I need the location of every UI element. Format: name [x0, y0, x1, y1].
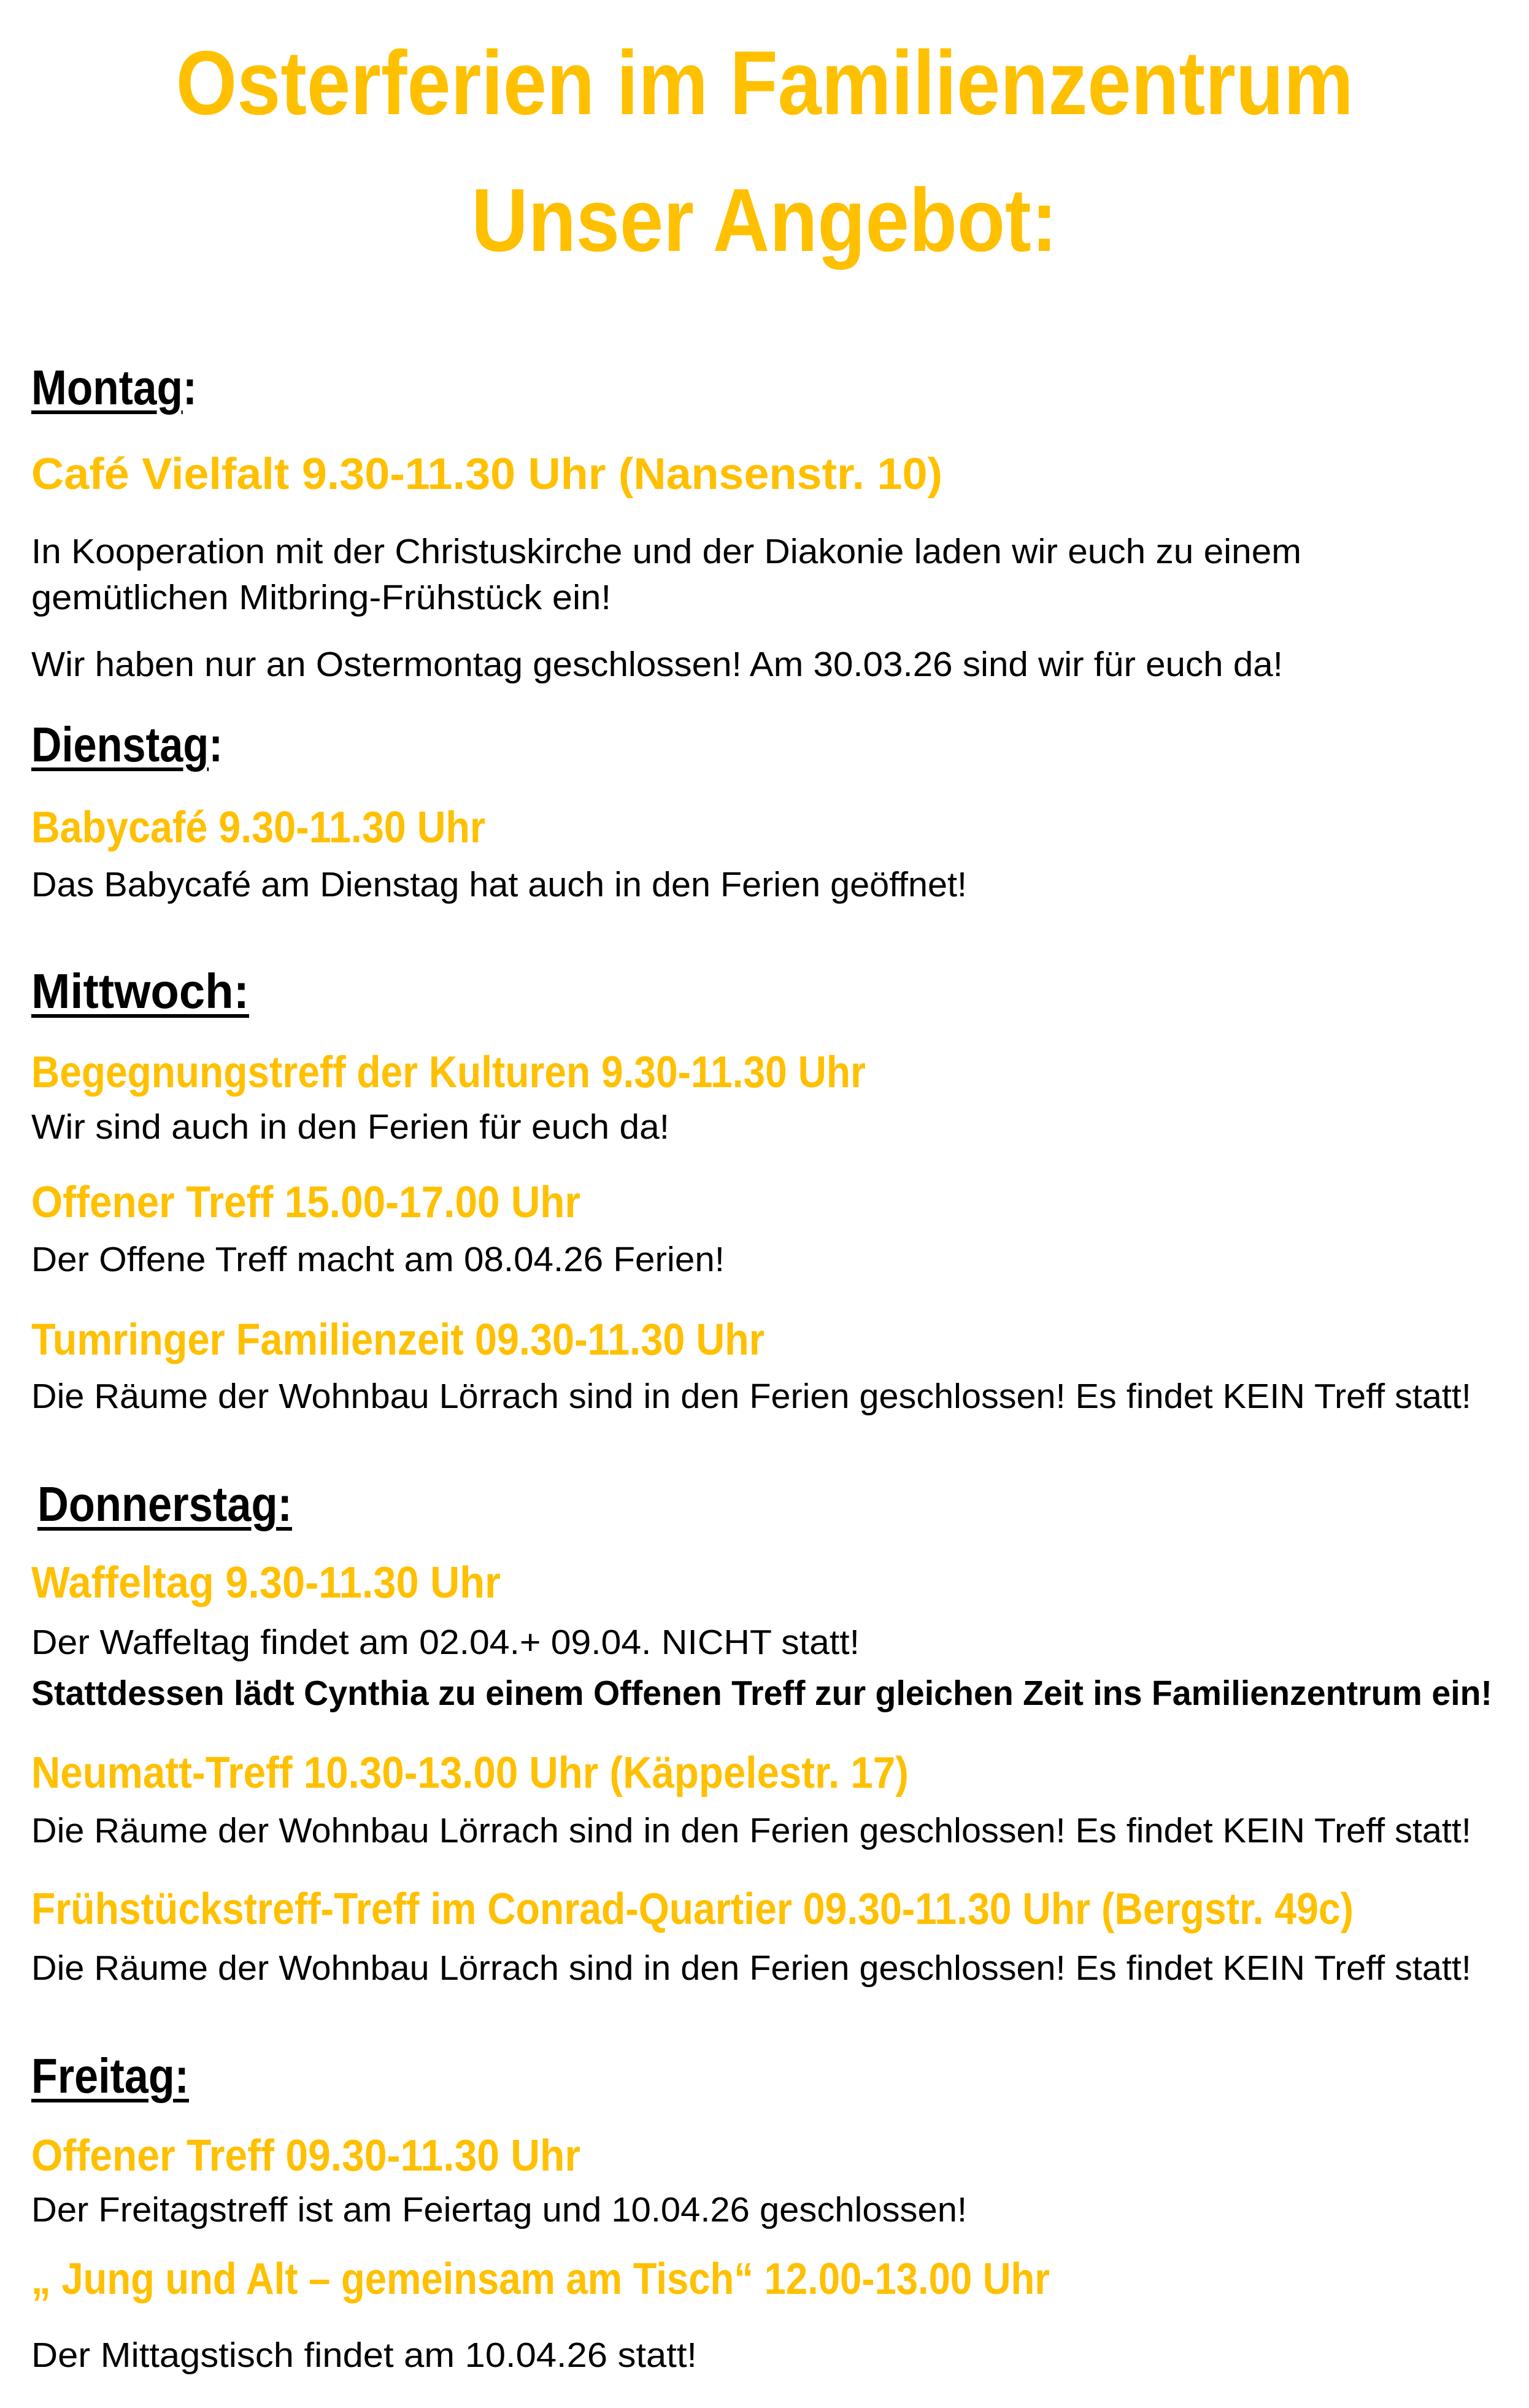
offer-title-fruehstueckstreff: Frühstückstreff-Treff im Conrad-Quartier 09.30-11.30 Uhr (Bergstr. 49c): [31, 1885, 1354, 1934]
offer-title-babycafe: Babycafé 9.30-11.30 Uhr: [31, 803, 485, 852]
offer-description: Der Mittagstisch findet am 10.04.26 statt!: [31, 2336, 698, 2375]
day-suffix: :: [182, 360, 197, 415]
offer-title-offener-treff-freitag: Offener Treff 09.30-11.30 Uhr: [31, 2131, 581, 2180]
day-name: Freitag:: [31, 2048, 190, 2103]
day-heading-freitag: [31, 2048, 211, 2103]
day-heading-donnerstag: [37, 1477, 326, 1531]
offer-title-tumringer-familienzeit: Tumringer Familienzeit 09.30-11.30 Uhr: [31, 1315, 764, 1364]
page-title-text: Osterferien im Familienzentrum: [175, 33, 1354, 134]
offer-description: Wir haben nur an Ostermontag geschlossen! Am 30.03.26 sind wir für euch da!: [31, 645, 1283, 684]
offer-description: Die Räume der Wohnbau Lörrach sind in den Ferien geschlossen! Es findet KEIN Treff statt!: [31, 1811, 1471, 1850]
day-heading-mittwoch: [31, 964, 260, 1018]
offer-description: Der Freitagstreff ist am Feiertag und 10.04.26 geschlossen!: [31, 2190, 968, 2229]
day-heading-dienstag: [31, 717, 255, 772]
offer-description: Der Waffeltag findet am 02.04.+ 09.04. NICHT statt!: [31, 1623, 860, 1662]
day-name: Mittwoch:: [31, 964, 249, 1018]
offer-description: Wir sind auch in den Ferien für euch da!: [31, 1107, 670, 1147]
day-name: Donnerstag:: [37, 1477, 292, 1531]
day-name: Montag: [31, 360, 183, 415]
page-subtitle-text: Unser Angebot:: [471, 170, 1058, 270]
day-heading-montag: [31, 360, 222, 415]
offer-description: In Kooperation mit der Christuskirche und der Diakonie laden wir euch zu einem: [31, 532, 1302, 571]
offer-description: Die Räume der Wohnbau Lörrach sind in den Ferien geschlossen! Es findet KEIN Treff statt!: [31, 1948, 1471, 1988]
offer-title-jung-und-alt: „ Jung und Alt – gemeinsam am Tisch“ 12.00-13.00 Uhr: [31, 2255, 1050, 2304]
offer-title-cafe-vielfalt: Café Vielfalt 9.30-11.30 Uhr (Nansenstr. 10): [31, 450, 943, 499]
offer-note-bold: Stattdessen lädt Cynthia zu einem Offenen Treff zur gleichen Zeit ins Familienzentrum ein!: [31, 1674, 1493, 1713]
offer-description: gemütlichen Mitbring-Frühstück ein!: [31, 578, 612, 617]
offer-description: Die Räume der Wohnbau Lörrach sind in den Ferien geschlossen! Es findet KEIN Treff statt!: [31, 1377, 1471, 1416]
offer-description: Das Babycafé am Dienstag hat auch in den Ferien geöffnet!: [31, 865, 968, 904]
page-subtitle: [0, 170, 1529, 270]
offer-title-begegnungstreff: Begegnungstreff der Kulturen 9.30-11.30 Uhr: [31, 1048, 866, 1097]
page-title: [0, 33, 1529, 134]
offer-description: Der Offene Treff macht am 08.04.26 Ferien!: [31, 1240, 725, 1279]
offer-title-waffeltag: Waffeltag 9.30-11.30 Uhr: [31, 1558, 501, 1607]
offer-title-neumatt-treff: Neumatt-Treff 10.30-13.00 Uhr (Käppelestr. 17): [31, 1748, 909, 1798]
offer-title-offener-treff: Offener Treff 15.00-17.00 Uhr: [31, 1178, 581, 1227]
day-suffix: :: [209, 717, 223, 772]
day-name: Dienstag: [31, 717, 209, 772]
